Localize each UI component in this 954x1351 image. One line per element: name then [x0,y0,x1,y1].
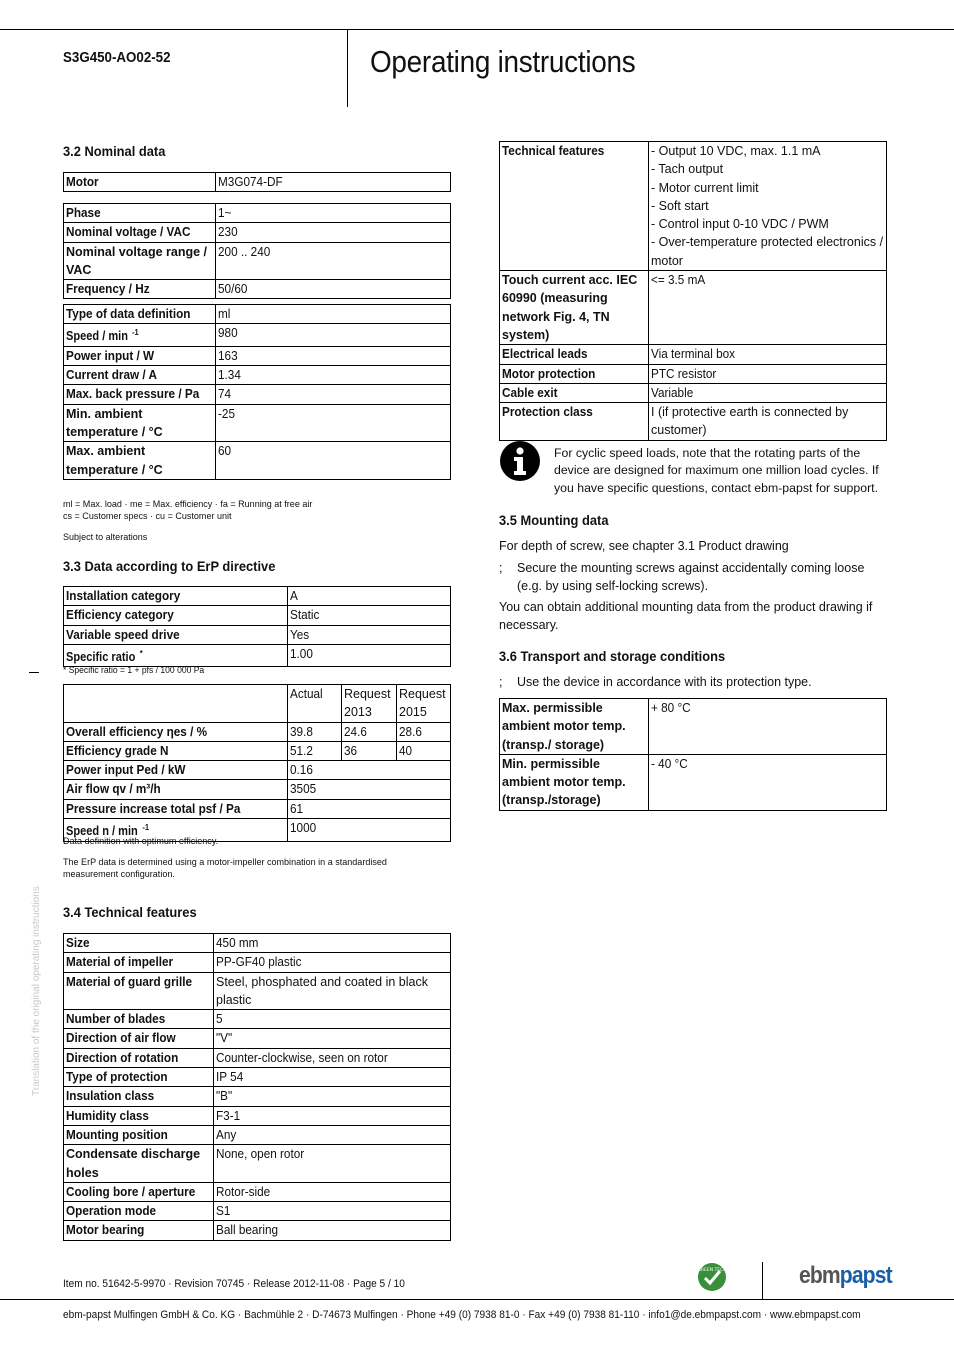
table-row [64,685,451,723]
section-heading-technical: 3.4 Technical features [63,904,197,920]
row-value: Rotor-side [214,1182,451,1201]
list-item: - Soft start [651,198,709,213]
row-label: Phase [64,204,216,223]
row-label: Speed / min $^{-1}$ [64,324,216,346]
row-value: 28.6 [397,722,451,741]
table-row [64,1087,451,1106]
row-label: Touch current acc. IEC 60990 (measuring network Fig. 4, TN system) [500,271,649,345]
row-value: -25 [216,404,451,442]
section-heading-erp: 3.3 Data according to ErP directive [63,558,276,574]
row-label: Technical features [500,142,649,271]
table-row [64,953,451,972]
row-label: Speed n / min $^{-1}$ [64,819,288,841]
item-info: Item no. 51642-5-9970 · Revision 70745 · Release 2012-11-08 · Page 5 / 10 [63,1278,405,1290]
row-value: IP 54 [214,1068,451,1087]
page-title: Operating instructions [370,44,636,79]
row-value: "V" [214,1029,451,1048]
column-header: Request 2015 [397,685,451,723]
row-value: 0.16 [288,761,451,780]
nominal-electrical-table [63,203,451,299]
row-value: 60 [216,442,451,480]
transport-bullet [499,674,889,692]
side-text: Translation of the original operating instructions [31,886,42,1096]
row-label: Variable speed drive [64,625,288,644]
row-value: + 80 °C [649,699,887,755]
bullet-mark: ; [499,675,503,689]
section-heading-transport: 3.6 Transport and storage conditions [499,648,726,664]
section-heading-nominal: 3.2 Nominal data [63,143,166,159]
row-label: Specific ratio * [64,644,288,666]
company-address: ebm-papst Mulfingen GmbH & Co. KG · Bachmühle 2 · D-74673 Mulfingen · Phone +49 (0) 7938 81-0 · Fax +49 (0) 7938 81-110 · info1@de.ebmpapst.com · www.ebmpapst.com [63,1309,861,1321]
table-row [64,442,451,480]
row-value: 230 [216,223,451,242]
header-divider [347,29,348,107]
table-row [64,741,451,760]
row-label: Current draw / A [64,366,216,385]
table-row [64,1182,451,1201]
abbrev-note-2: cs = Customer specs · cu = Customer unit [63,511,232,522]
table-row [500,271,887,345]
abbrev-note-1: ml = Max. load · me = Max. efficiency · fa = Running at free air [63,499,313,510]
row-value: 74 [216,385,451,404]
table-row [64,280,451,299]
transport-temperature-table [499,698,887,811]
row-label: Efficiency grade N [64,741,288,760]
margin-mark [29,672,39,673]
row-value: 40 [397,741,451,760]
electrical-features-table [499,141,887,441]
row-label: Installation category [64,587,288,606]
table-row [64,1010,451,1029]
table-row [64,242,451,280]
row-value: 61 [288,799,451,818]
section-heading-mounting: 3.5 Mounting data [499,512,609,528]
table-row [64,223,451,242]
row-value: Ball bearing [214,1221,451,1240]
header-top-rule [0,29,954,30]
table-row [500,403,887,441]
row-label: Direction of air flow [64,1029,214,1048]
green-tech-logo [697,1262,727,1292]
row-label: Material of guard grille [64,972,214,1010]
svg-text:GREEN TECH: GREEN TECH [697,1268,727,1273]
row-value: - 40 °C [649,754,887,810]
table-row [64,972,451,1010]
erp-note-2: measurement configuration. [63,869,175,880]
ebmpapst-logo: ebmpapst [799,1262,892,1289]
row-value: 1~ [216,204,451,223]
row-label: Frequency / Hz [64,280,216,299]
row-value: Static [288,606,451,625]
row-value: 36 [342,741,397,760]
table-row [64,587,451,606]
row-label: Protection class [500,403,649,441]
row-value: 1.00 [288,644,451,666]
features-list [649,142,887,271]
row-label: Motor [64,173,216,192]
table-row [64,173,451,192]
table-row [64,305,451,324]
info-icon [499,440,541,482]
table-row [64,385,451,404]
table-row [64,934,451,953]
row-value: ml [216,305,451,324]
row-value: 3505 [288,780,451,799]
table-row [64,1202,451,1221]
row-value: I (if protective earth is connected by customer) [649,403,887,441]
row-label: Power input / W [64,346,216,365]
row-value: 980 [216,324,451,346]
row-label: Cable exit [500,383,649,402]
row-value: Via terminal box [649,345,887,364]
row-label: Min. ambient temperature / °C [64,404,216,442]
row-label: Mounting position [64,1125,214,1144]
row-value: PTC resistor [649,364,887,383]
row-label: Type of data definition [64,305,216,324]
row-label: Type of protection [64,1068,214,1087]
nominal-operating-table [63,304,451,480]
row-value: <= 3.5 mA [649,271,887,345]
row-label: Cooling bore / aperture [64,1182,214,1201]
row-label: Max. permissible ambient motor temp. (transp./ storage) [500,699,649,755]
row-label: Electrical leads [500,345,649,364]
mounting-text-1: For depth of screw, see chapter 3.1 Product drawing [499,539,789,553]
table-row [64,722,451,741]
table-row [64,799,451,818]
bullet-text: Use the device in accordance with its protection type. [517,675,812,689]
row-label: Material of impeller [64,953,214,972]
data-definition-note: Data definition with optimum efficiency. [63,836,219,847]
row-value: 163 [216,346,451,365]
row-value: Any [214,1125,451,1144]
row-value: 450 mm [214,934,451,953]
table-row [64,625,451,644]
table-row [64,1029,451,1048]
bullet-text: Secure the mounting screws against accidentally coming loose (e.g. by using self-locking screws). [517,561,865,593]
row-value: PP-GF40 plastic [214,953,451,972]
row-label: Insulation class [64,1087,214,1106]
row-label: Size [64,934,214,953]
row-value: F3-1 [214,1106,451,1125]
table-row [64,1125,451,1144]
row-value: A [288,587,451,606]
row-label: Condensate discharge holes [64,1145,214,1183]
list-item: - Tach output [651,162,724,177]
row-label: Nominal voltage range / VAC [64,242,216,280]
row-value: "B" [214,1087,451,1106]
list-item: - Output 10 VDC, max. 1.1 mA [651,144,821,158]
model-number: S3G450-AO02-52 [63,50,171,66]
row-label: Min. permissible ambient motor temp. (transp./storage) [500,754,649,810]
row-value: None, open rotor [214,1145,451,1183]
table-row [500,142,887,271]
table-row [500,364,887,383]
footer-rule [0,1299,954,1300]
row-value: 1000 [288,819,451,841]
erp-category-table [63,586,451,667]
specific-ratio-note: * Specific ratio = 1 + pfs / 100 000 Pa [63,665,205,675]
table-row [500,699,887,755]
row-value: 51.2 [288,741,342,760]
table-row [64,780,451,799]
table-row [64,606,451,625]
blank-cell [64,685,288,723]
list-item: - Over-temperature protected electronics / motor [651,235,884,268]
table-row [500,345,887,364]
table-row [500,754,887,810]
table-row [64,366,451,385]
list-item: - Motor current limit [651,180,759,195]
list-item: - Control input 0-10 VDC / PWM [651,217,829,232]
row-value: Counter-clockwise, seen on rotor [214,1048,451,1067]
row-label: Motor bearing [64,1221,214,1240]
row-value: 24.6 [342,722,397,741]
row-label: Air flow qv / m³/h [64,780,288,799]
table-row [64,404,451,442]
column-header: Actual [288,685,342,723]
row-label: Motor protection [500,364,649,383]
row-value: M3G074-DF [216,173,451,192]
alterations-note: Subject to alterations [63,532,148,543]
column-header: Request 2013 [342,685,397,723]
table-row [64,346,451,365]
row-label: Operation mode [64,1202,214,1221]
row-label: Number of blades [64,1010,214,1029]
table-row [64,1145,451,1183]
table-row [64,1048,451,1067]
row-label: Direction of rotation [64,1048,214,1067]
row-value: 200 .. 240 [216,242,451,280]
row-label: Humidity class [64,1106,214,1125]
row-value: 50/60 [216,280,451,299]
info-text: For cyclic speed loads, note that the rotating parts of the device are designed for maximum one million load cycles. If you have specific questions, contact ebm-papst for support. [554,446,879,495]
table-row [64,204,451,223]
table-row [500,383,887,402]
erp-note-1: The ErP data is determined using a motor-impeller combination in a standardised [63,857,387,868]
table-row [64,1221,451,1240]
technical-features-table [63,933,451,1241]
row-value: Variable [649,383,887,402]
table-row [64,1106,451,1125]
row-label: Max. ambient temperature / °C [64,442,216,480]
row-label: Power input Ped / kW [64,761,288,780]
erp-efficiency-table [63,684,451,842]
mounting-bullet [499,560,889,596]
row-value: S1 [214,1202,451,1221]
row-value: 39.8 [288,722,342,741]
row-label: Overall efficiency ηes / % [64,722,288,741]
row-value: Steel, phosphated and coated in black plastic [214,972,451,1010]
table-row [64,1068,451,1087]
row-label: Max. back pressure / Pa [64,385,216,404]
row-value: Yes [288,625,451,644]
row-label: Efficiency category [64,606,288,625]
row-label: Pressure increase total psf / Pa [64,799,288,818]
table-row [64,761,451,780]
table-row [64,324,451,346]
bullet-mark: ; [499,561,503,575]
mounting-text-2: You can obtain additional mounting data from the product drawing if necessary. [499,600,873,632]
logo-divider [762,1262,763,1300]
row-label: Nominal voltage / VAC [64,223,216,242]
nominal-motor-table [63,172,451,192]
row-value: 5 [214,1010,451,1029]
row-value: 1.34 [216,366,451,385]
